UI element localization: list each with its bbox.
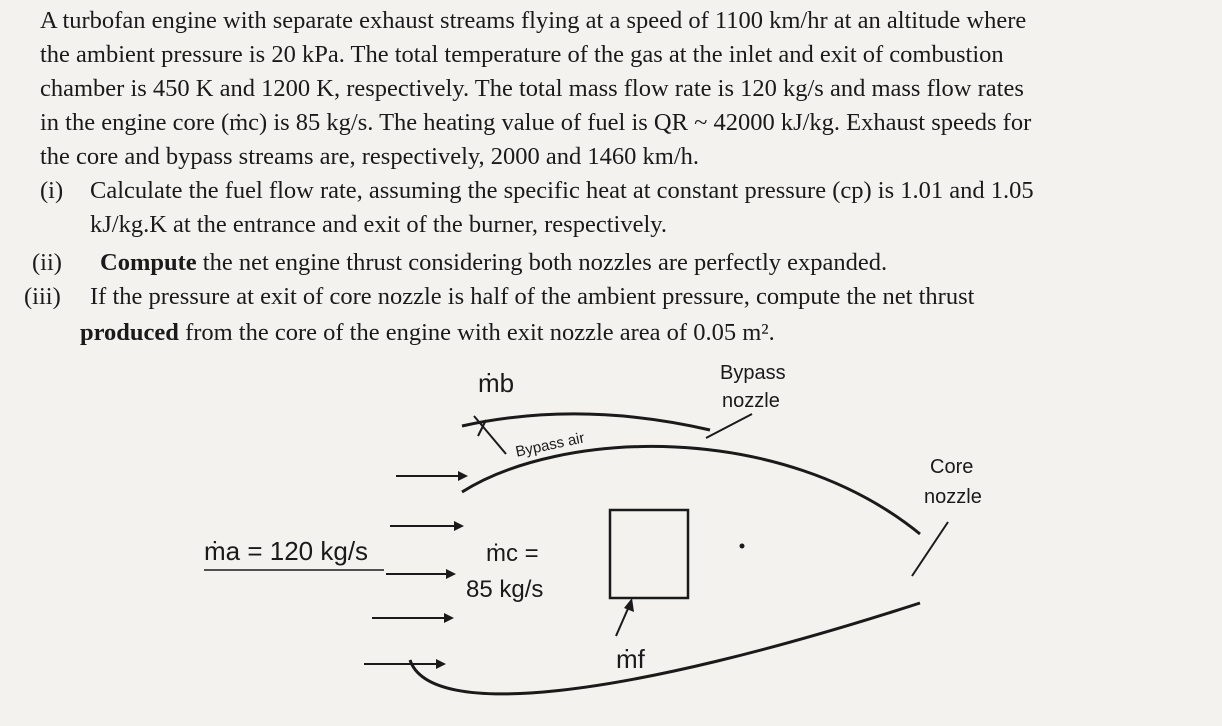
- bypass-air-label: Bypass air: [514, 429, 587, 461]
- question-iii-number: (iii): [24, 283, 61, 310]
- ma-label: ṁa = 120 kg/s: [204, 536, 369, 566]
- bypass-casing-curve: [462, 414, 710, 430]
- problem-line: chamber is 450 K and 1200 K, respectively. The total mass flow rate is 120 kg/s and mass flow rates: [40, 75, 1024, 102]
- question-i-number: (i): [40, 177, 64, 204]
- combustion-chamber-box: [610, 510, 688, 598]
- question-i-line2: kJ/kg.K at the entrance and exit of the burner, respectively.: [90, 211, 668, 238]
- question-iii-line1: If the pressure at exit of core nozzle is half of the ambient pressure, compute the net thrust: [90, 283, 975, 310]
- question-iii-bold-word: produced: [80, 319, 179, 346]
- inlet-arrowhead: [436, 659, 446, 669]
- question-i-line1: Calculate the fuel flow rate, assuming the specific heat at constant pressure (cp) is 1.01 and 1.05: [90, 177, 1034, 204]
- inlet-arrowhead: [458, 471, 468, 481]
- core-lower-curve: [410, 603, 920, 694]
- question-ii-number: (ii): [32, 249, 62, 276]
- inlet-arrowhead: [454, 521, 464, 531]
- problem-line: in the engine core (ṁc) is 85 kg/s. The heating value of fuel is QR ~ 42000 kJ/kg. Exhaust speeds for: [40, 109, 1032, 136]
- core-nozzle-label-line2: nozzle: [924, 486, 982, 508]
- mc-label-line2: 85 kg/s: [466, 576, 544, 603]
- bypass-nozzle-leader: [706, 414, 752, 438]
- mc-label-line1: ṁc =: [486, 540, 539, 567]
- mf-label: ṁf: [616, 644, 645, 674]
- question-ii-bold-word: Compute: [100, 249, 197, 276]
- inlet-arrowhead: [446, 569, 456, 579]
- core-upper-curve: [462, 446, 920, 534]
- core-nozzle-label-line1: Core: [930, 456, 974, 478]
- problem-line: the ambient pressure is 20 kPa. The total temperature of the gas at the inlet and exit of combustion: [40, 41, 1004, 68]
- question-iii-rest: from the core of the engine with exit nozzle area of 0.05 m².: [185, 319, 775, 346]
- mb-label: ṁb: [478, 368, 515, 398]
- fuel-arrowhead: [624, 598, 634, 612]
- bypass-nozzle-label-line1: Bypass: [720, 362, 786, 384]
- problem-line: the core and bypass streams are, respectively, 2000 and 1460 km/h.: [40, 143, 700, 170]
- question-ii-rest: the net engine thrust considering both nozzles are perfectly expanded.: [202, 249, 888, 276]
- dot-mark: [740, 544, 745, 549]
- problem-line: A turbofan engine with separate exhaust streams flying at a speed of 1100 km/hr at an altitude where: [40, 7, 1027, 34]
- inlet-arrowhead: [444, 613, 454, 623]
- bypass-nozzle-label-line2: nozzle: [722, 390, 780, 412]
